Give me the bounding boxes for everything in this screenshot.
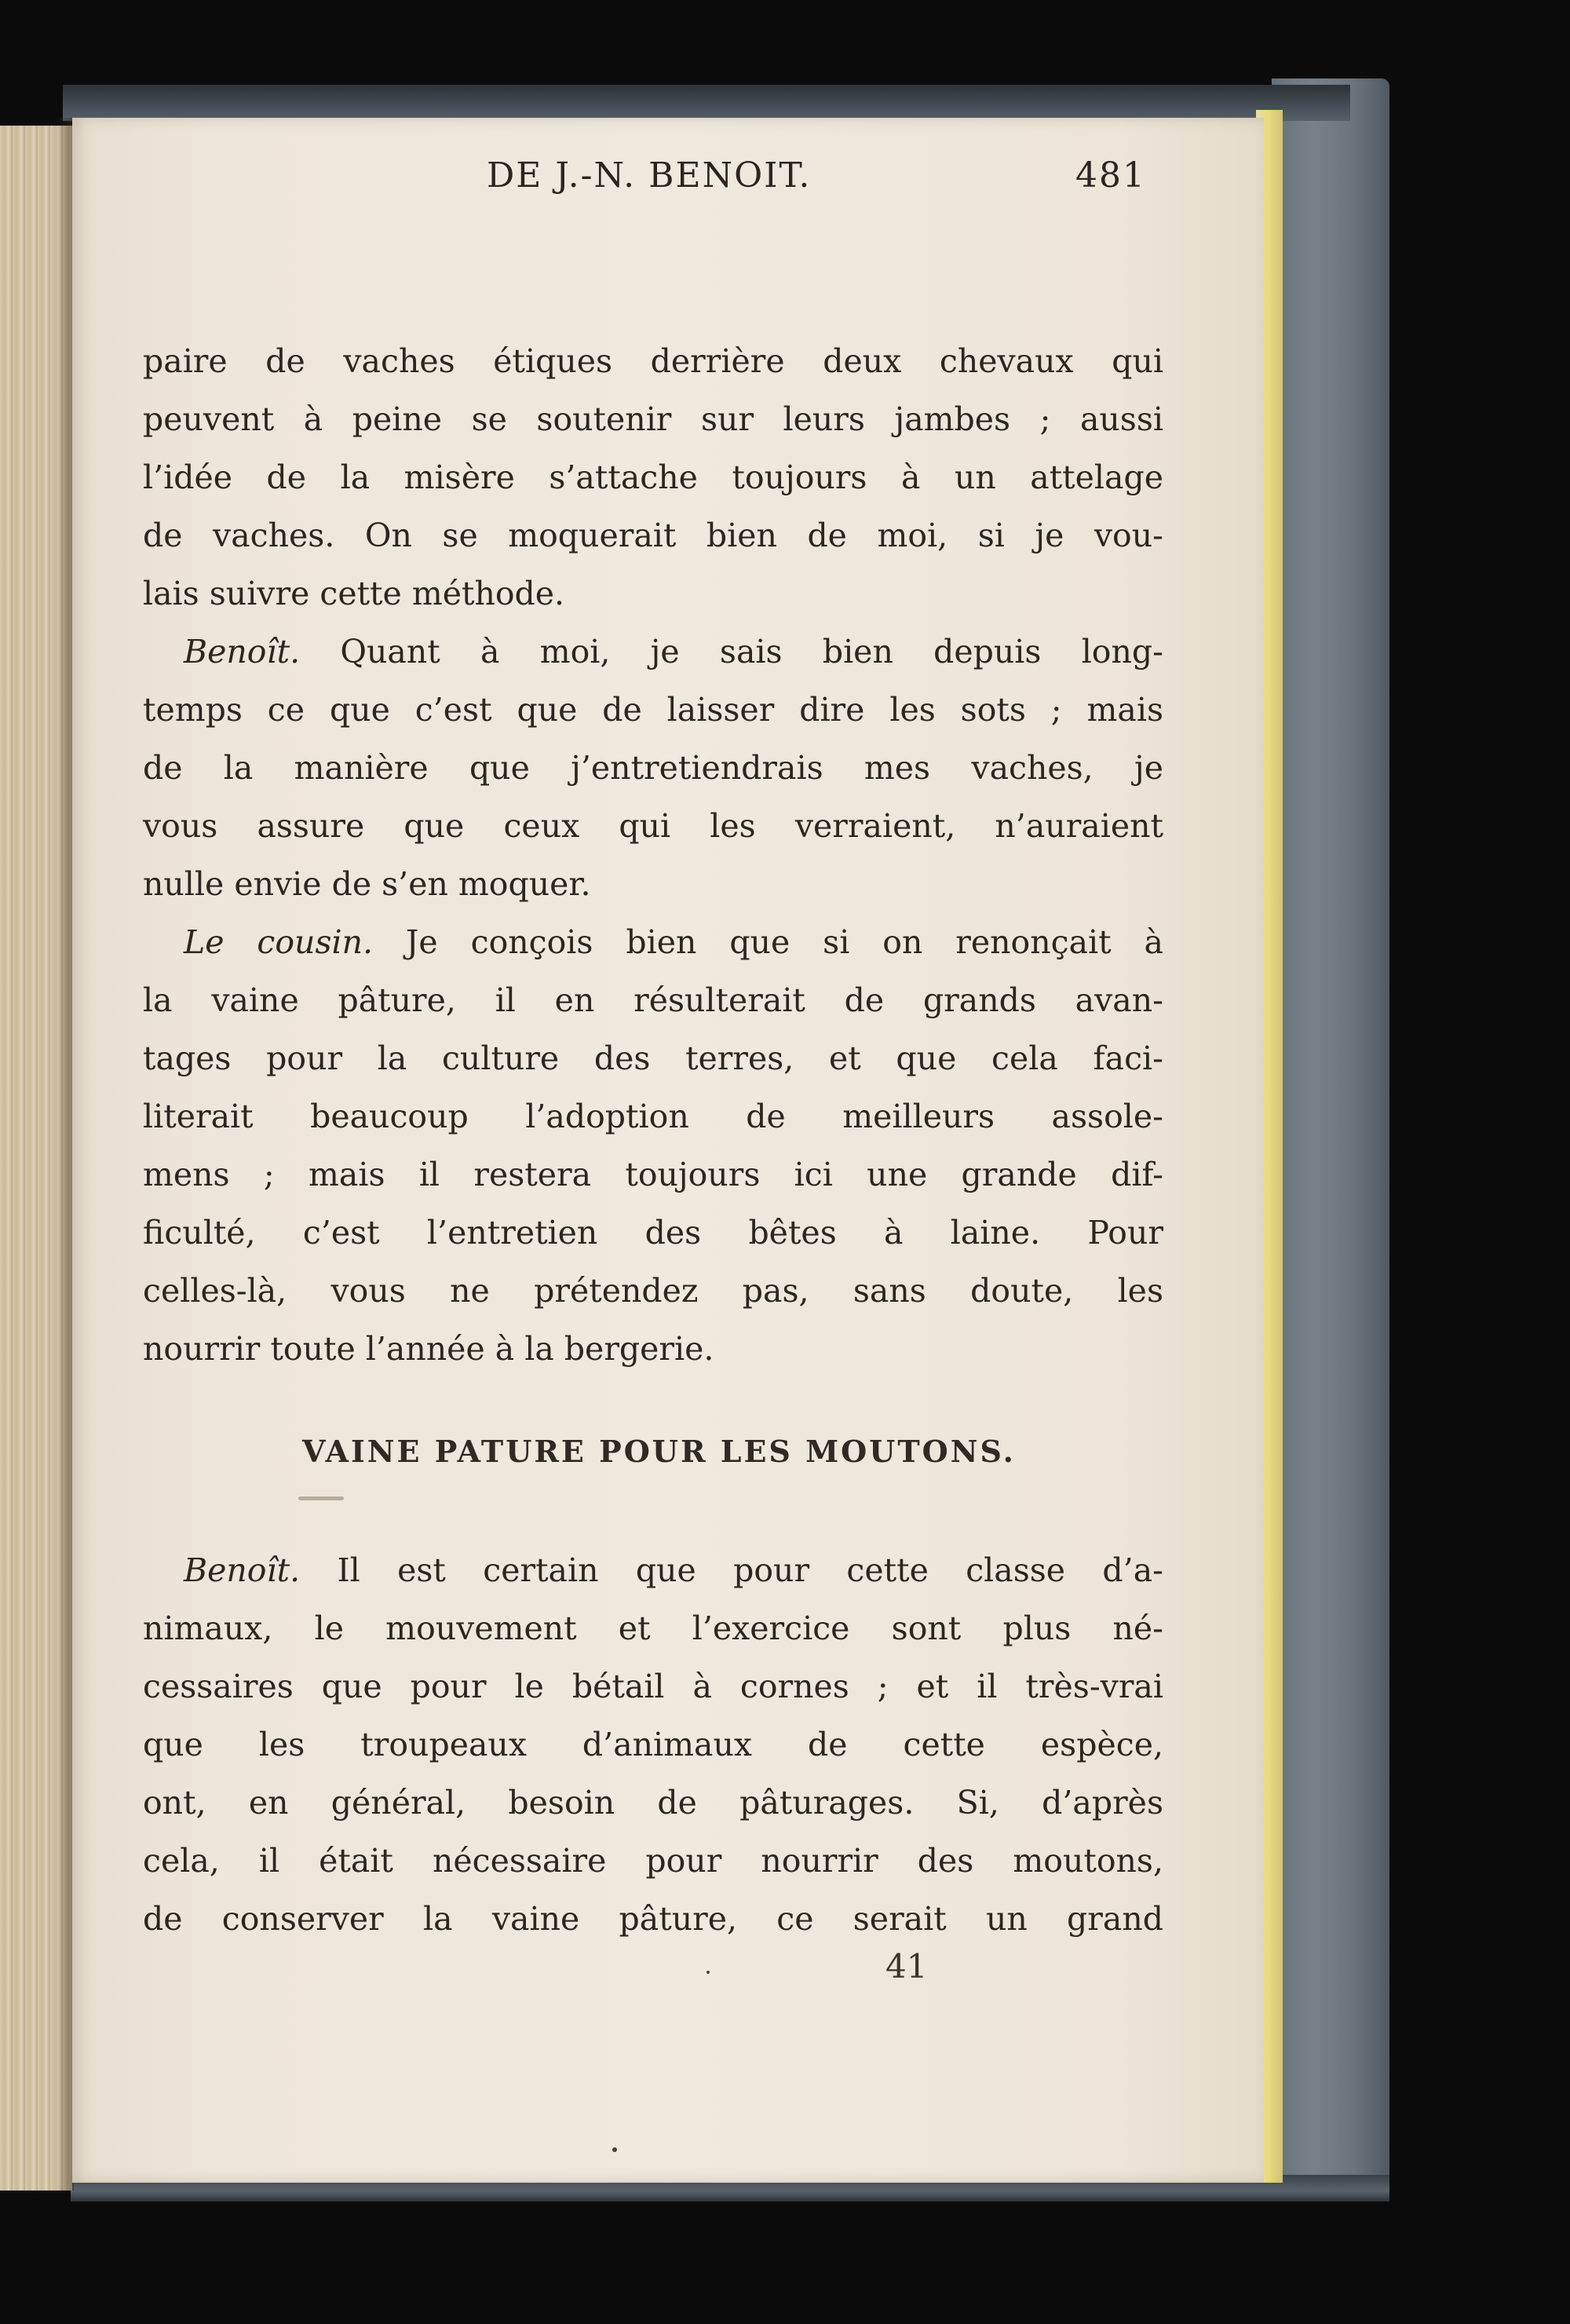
- text-line: nourrir toute l’année à la bergerie.: [143, 1330, 714, 1368]
- book-cover-board: [1272, 79, 1389, 2191]
- ink-speck: [706, 1971, 710, 1974]
- ink-speck: [612, 2147, 617, 2152]
- text-line: vous assure que ceux qui les verraient, n’auraient: [143, 807, 1163, 845]
- text-line: cela, il était nécessaire pour nourrir des moutons,: [143, 1842, 1163, 1880]
- text-line: l’idée de la misère s’attache toujours à un attelage: [143, 459, 1163, 496]
- text-line: paire de vaches étiques derrière deux chevaux qui: [143, 342, 1163, 380]
- text-fragment: Je conçois bien que si on renonçait à: [373, 923, 1163, 961]
- paragraph-benoit-1: [143, 623, 1163, 913]
- text-line: tages pour la culture des terres, et que cela faci-: [143, 1040, 1163, 1077]
- page-number: 481: [1075, 155, 1146, 195]
- text-line: [143, 1541, 1163, 1599]
- text-line: de vaches. On se moquerait bien de moi, si je vou-: [143, 517, 1163, 554]
- text-line: de conserver la vaine pâture, ce serait un grand: [143, 1900, 1163, 1938]
- text-line: literait beaucoup l’adoption de meilleurs assole-: [143, 1098, 1163, 1135]
- text-line: lais suivre cette méthode.: [143, 575, 565, 612]
- running-head-title: DE J.-N. BENOIT.: [487, 155, 812, 195]
- book-cover-top-edge: [63, 85, 1350, 121]
- text-fragment: Quant à moi, je sais bien depuis long-: [300, 633, 1163, 671]
- speaker-name: Benoît.: [184, 1551, 301, 1589]
- speaker-name: Le cousin.: [184, 923, 374, 961]
- text-line: de la manière que j’entretiendrais mes vaches, je: [143, 749, 1163, 787]
- text-line: celles-là, vous ne prétendez pas, sans doute, les: [143, 1272, 1163, 1310]
- paragraph-benoit-2: [143, 1541, 1163, 1948]
- text-fragment: Il est certain que pour cette classe d’a-: [300, 1551, 1163, 1589]
- text-line: [143, 623, 1163, 681]
- text-line: la vaine pâture, il en résulterait de grands avan-: [143, 981, 1163, 1019]
- text-line: cessaires que pour le bétail à cornes ; et il très-vrai: [143, 1668, 1163, 1705]
- text-line: [143, 913, 1163, 971]
- gutter-shadow: [55, 118, 74, 2191]
- section-heading: VAINE PATURE POUR LES MOUTONS.: [302, 1434, 1016, 1469]
- text-line: ficulté, c’est l’entretien des bêtes à laine. Pour: [143, 1214, 1163, 1252]
- text-line: que les troupeaux d’animaux de cette espèce,: [143, 1726, 1163, 1763]
- text-line: ont, en général, besoin de pâturages. Si, d’après: [143, 1784, 1163, 1822]
- text-line: temps ce que c’est que de laisser dire les sots ; mais: [143, 691, 1163, 729]
- heading-rule: [298, 1496, 344, 1500]
- text-line: mens ; mais il restera toujours ici une grande dif-: [143, 1156, 1163, 1193]
- signature-mark: 41: [885, 1947, 928, 1986]
- text-line: peuvent à peine se soutenir sur leurs jambes ; aussi: [143, 400, 1163, 438]
- text-line: nimaux, le mouvement et l’exercice sont plus né-: [143, 1610, 1163, 1647]
- paragraph-continuation: [143, 332, 1163, 623]
- speaker-name: Benoît.: [184, 633, 301, 671]
- text-line: nulle envie de s’en moquer.: [143, 865, 591, 903]
- paragraph-cousin: [143, 913, 1163, 1378]
